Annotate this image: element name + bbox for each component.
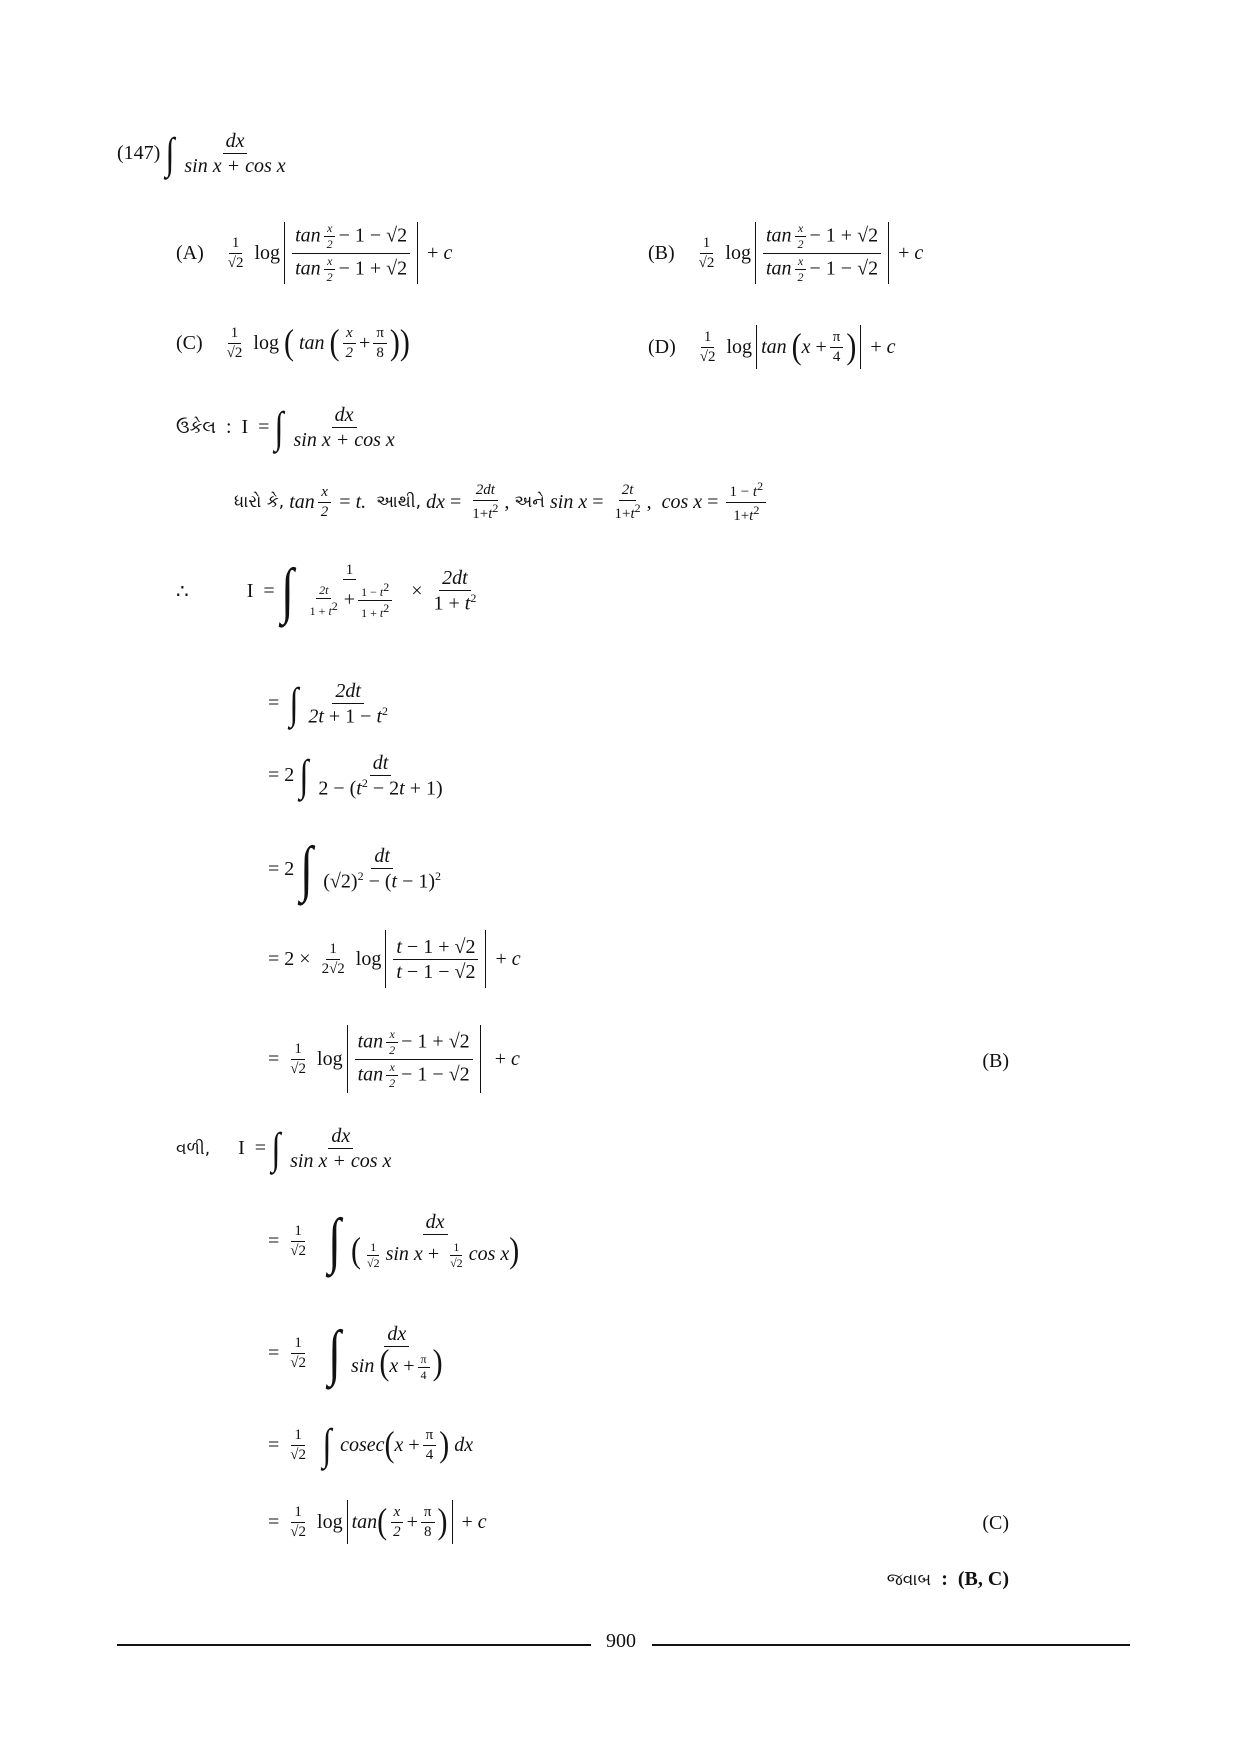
answer-label: જવાબ: [886, 1569, 932, 1590]
solution-intro: ઉકેલ : I = ∫ $\frac{dx}{\text{sin x + cos x}}$: [176, 402, 395, 452]
step-2: = ∫ $\frac{2dt}{2t + 1 - t^2}$: [268, 678, 389, 728]
and-text: અને: [514, 492, 545, 512]
also-text: વળી,: [176, 1138, 211, 1159]
question-line: [117, 130, 292, 177]
option-a-label: (A): [176, 241, 204, 264]
page-number-text: 900: [606, 1630, 636, 1652]
step-5: = 2 × $\frac{1}{2√2}$ log $\frac{t - 1 + √2}{t - 1 - √2}$ + c: [268, 930, 521, 988]
solution-label: ઉકેલ: [176, 417, 216, 438]
option-c: (C) $\frac{1}{√2}$ log ( tan ( $\frac{x}{2}$ + $\frac{\pi}{8}$ ) ): [176, 322, 410, 363]
step-4: = 2 ∫ $\frac{dt}{(√2)^2 - (t - 1)^2}$: [268, 835, 442, 903]
integral-sign: ∫: [165, 128, 175, 178]
question-denominator: sin x + cos x: [184, 155, 286, 177]
question-number: (147): [117, 142, 161, 164]
question-fraction: [181, 130, 288, 177]
question-numerator: dx: [223, 130, 248, 154]
tag-b: [982, 1050, 1009, 1073]
option-d: (D) $\frac{1}{√2}$ log tan ( x + $\frac{\pi}{4}$ ) + c: [648, 325, 896, 369]
tag-c: [982, 1512, 1009, 1535]
tag-b-text: (B): [982, 1050, 1009, 1072]
page-number: [596, 1630, 646, 1653]
tag-c-text: (C): [982, 1512, 1009, 1534]
therefore-symbol: ∴: [176, 580, 189, 603]
step-6: = $\frac{1}{√2}$ log tan $\frac{x}{2}$ − 1 + √2 tan $\frac{x}{2}$ − 1 − √2 + c: [268, 1025, 520, 1093]
step-1: ∴ I = ∫ 1 $\frac{2t}{1 + t^2}$ + $\frac{1 - t^2}{1 + t^2}$ × $\frac{2dt}{1 + t^2}$: [176, 557, 477, 625]
step-7: = $\frac{1}{√2}$ ∫ dx ( $\frac{1}{√2}$ sin x + $\frac{1}{√2}$ cos x): [268, 1207, 520, 1275]
step-9: = $\frac{1}{√2}$ ∫ cosec ( x + $\frac{\pi}{4}$ ) dx: [268, 1420, 474, 1469]
step-10: = $\frac{1}{√2}$ log tan ( $\frac{x}{2}$ + $\frac{\pi}{8}$ ) + c: [268, 1500, 487, 1544]
hence-text: આથી,: [376, 492, 422, 512]
also-line: વળી, I = ∫ $\frac{dx}{\text{sin x + cos x}}$: [176, 1123, 392, 1173]
step-3: = 2 ∫ $\frac{dt}{2 - (t^2 - 2t + 1)}$: [268, 750, 443, 800]
footer-rule-left: [117, 1644, 591, 1646]
let-text: ધારો કે,: [234, 492, 285, 512]
answer-line: જવાબ : (B, C): [886, 1568, 1009, 1590]
answer-value: (B, C): [957, 1568, 1009, 1590]
option-d-label: (D): [648, 335, 676, 358]
option-b: (B) $\frac{1}{√2}$ log tan $\frac{x}{2}$ − 1 + √2 tan $\frac{x}{2}$ − 1 − √2 + c: [648, 221, 924, 284]
option-b-label: (B): [648, 241, 675, 264]
substitution-line: ધારો કે, tan $\frac{x}{2}$ = t. આથી, dx = $\frac{2dt}{1+t^2}$ , અને sin x = $\frac{2t}{1+t^2}$ , cos x = $\frac{1 - t^2}{1+t^2}$: [234, 480, 769, 524]
step-8: = $\frac{1}{√2}$ ∫ dx sin (x + $\frac{\pi}{4}$ ): [268, 1319, 443, 1387]
footer-rule-right: [652, 1644, 1130, 1646]
option-a: (A) $\frac{1}{√2}$ log tan $\frac{x}{2}$ − 1 − √2 tan $\frac{x}{2}$ − 1 + √2 + c: [176, 221, 453, 284]
option-c-label: (C): [176, 331, 203, 354]
